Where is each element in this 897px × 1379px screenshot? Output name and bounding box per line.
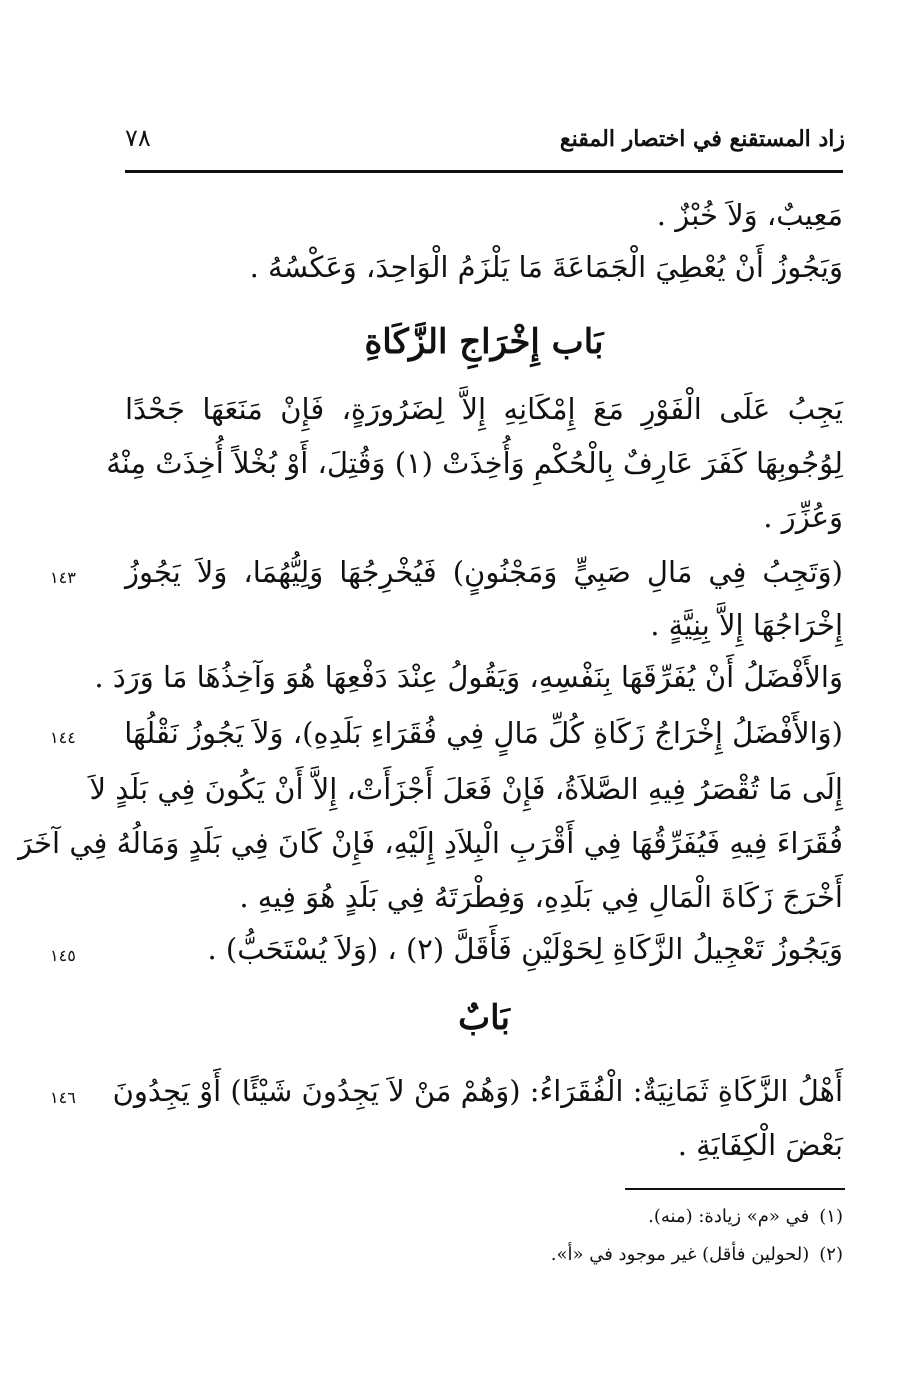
text-line-11: فُقَرَاءَ فِيهِ فَيُفَرِّقُهَا فِي أَقْرَبِ الْبِلاَدِ إِلَيْهِ، فَإِنْ كَانَ فِي بَلَدٍ وَمَالُهُ فِي آخَرَ	[18, 826, 843, 860]
footnote-1	[125, 1206, 843, 1227]
page-number: ٧٨	[125, 124, 151, 152]
text-line-12: أَخْرَجَ زَكَاةَ الْمَالِ فِي بَلَدِهِ، وَفِطْرَتَهُ فِي بَلَدٍ هُوَ فِيهِ .	[239, 880, 843, 914]
text-line-8: وَالأَفْضَلُ أَنْ يُفَرِّقَهَا بِنَفْسِهِ، وَيَقُولُ عِنْدَ دَفْعِهَا هُوَ وَآخِذُهَا مَا وَرَدَ .	[94, 660, 843, 694]
footnote-2-number: (٢)	[819, 1244, 843, 1265]
text-line-7: إِخْرَاجُهَا إِلاَّ بِنِيَّةٍ .	[650, 608, 843, 642]
footnote-1-number: (١)	[819, 1206, 843, 1227]
running-title: زاد المستقنع في اختصار المقنع	[559, 126, 845, 152]
text-line-1: مَعِيبٌ، وَلاَ خُبْزٌ .	[656, 198, 843, 232]
text-line-6: (وَتَجِبُ فِي مَالِ صَبِيٍّ وَمَجْنُونٍ) فَيُخْرِجُهَا وَلِيُّهُمَا، وَلاَ يَجُوزُ	[125, 555, 843, 589]
margin-number-143: ١٤٣	[50, 568, 76, 587]
footnote-1-text: في «م» زيادة: (منه).	[648, 1206, 810, 1227]
footnote-rule	[625, 1188, 845, 1190]
footnote-2-text: (لحولين فأقل) غير موجود في «أ».	[550, 1244, 810, 1265]
section-heading-chapter: بَابٌ	[458, 998, 510, 1038]
margin-number-146: ١٤٦	[50, 1088, 76, 1107]
footnote-2	[125, 1244, 843, 1265]
text-line-10: إِلَى مَا تُقْصَرُ فِيهِ الصَّلاَةُ، فَإِنْ فَعَلَ أَجْزَأَتْ، إِلاَّ أَنْ يَكُونَ فِي بَلَدٍ لاَ	[89, 772, 843, 806]
text-line-14: أَهْلُ الزَّكَاةِ ثَمَانِيَةٌ: الْفُقَرَاءُ: (وَهُمْ مَنْ لاَ يَجِدُونَ شَيْئًا) أَوْ يَجِدُونَ	[112, 1074, 843, 1108]
header-rule	[125, 170, 843, 173]
text-line-2: وَيَجُوزُ أَنْ يُعْطِيَ الْجَمَاعَةَ مَا يَلْزَمُ الْوَاحِدَ، وَعَكْسُهُ .	[249, 250, 843, 284]
text-line-15: بَعْضَ الْكِفَايَةِ .	[677, 1128, 843, 1162]
section-heading-zakat-payment: بَاب إِخْرَاجِ الزَّكَاةِ	[364, 322, 604, 362]
text-line-5: وَعُزِّرَ .	[763, 500, 843, 534]
text-line-4: لِوُجُوبِهَا كَفَرَ عَارِفٌ بِالْحُكْمِ وَأُخِذَتْ (١) وَقُتِلَ، أَوْ بُخْلاً أُخِذَتْ مِنْهُ	[106, 446, 843, 480]
margin-number-144: ١٤٤	[50, 728, 76, 747]
margin-number-145: ١٤٥	[50, 946, 76, 965]
running-header	[125, 120, 845, 172]
text-line-3: يَجِبُ عَلَى الْفَوْرِ مَعَ إِمْكَانِهِ إِلاَّ لِضَرُورَةٍ، فَإِنْ مَنَعَهَا جَحْدًا	[125, 392, 843, 426]
text-line-9: (وَالأَفْضَلُ إِخْرَاجُ زَكَاةِ كُلِّ مَالٍ فِي فُقَرَاءِ بَلَدِهِ)، وَلاَ يَجُوزُ نَقْلُهَا	[124, 716, 843, 750]
text-line-13: وَيَجُوزُ تَعْجِيلُ الزَّكَاةِ لِحَوْلَيْنِ فَأَقَلَّ (٢) ، (وَلاَ يُسْتَحَبُّ) .	[207, 932, 843, 966]
